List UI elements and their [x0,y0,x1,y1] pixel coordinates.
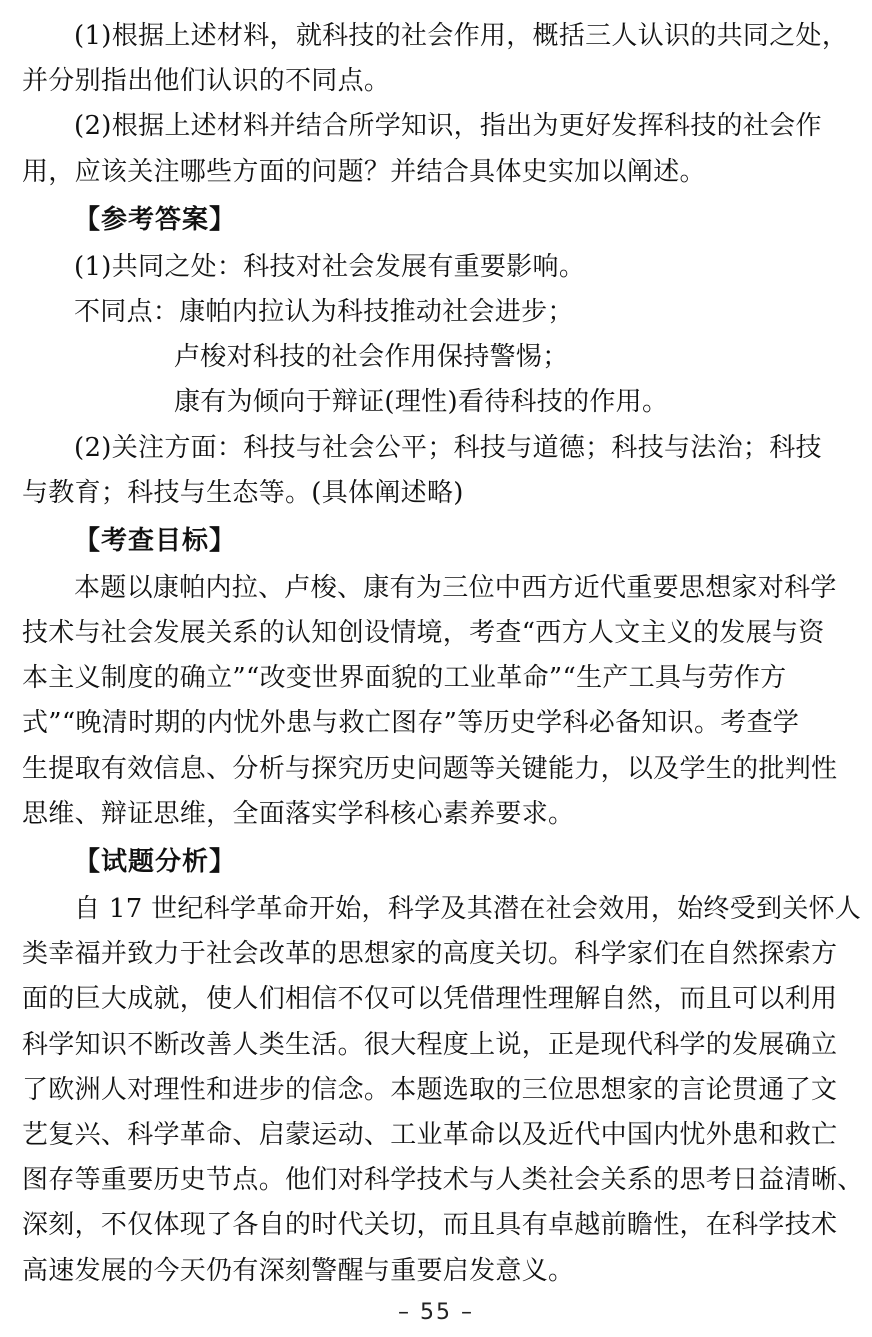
analysis-line: 面的巨大成就，使人们相信不仅可以凭借理性理解自然，而且可以利用 [22,984,838,1015]
answer-line-5: (2)关注方面：科技与社会公平；科技与道德；科技与法治；科技 [74,432,822,463]
objective-line: 式”“晚清时期的内忧外患与救亡图存”等历史学科必备知识。考查学 [22,708,800,739]
document-page [22,14,864,1294]
analysis-line: 高速发展的今天仍有深刻警醒与重要启发意义。 [22,1255,575,1286]
analysis-line: 深刻，不仅体现了各自的时代关切，而且具有卓越前瞻性，在科学技术 [22,1210,838,1241]
page-number: – 55 – [398,1300,474,1325]
objective-line: 本主义制度的确立”“改变世界面貌的工业革命”“生产工具与劳作方 [22,663,787,694]
analysis-line: 了欧洲人对理性和进步的信念。本题选取的三位思想家的言论贯通了文 [22,1074,838,1105]
analysis-line: 科学知识不断改善人类生活。很大程度上说，正是现代科学的发展确立 [22,1029,838,1060]
analysis-line: 图存等重要历史节点。他们对科学技术与人类社会关系的思考日益清晰、 [22,1165,864,1196]
answer-line-2: 不同点：康帕内拉认为科技推动社会进步； [74,296,574,327]
answer-line-3: 卢梭对科技的社会作用保持警惕； [174,342,569,373]
objective-line: 思维、辩证思维，全面落实学科核心素养要求。 [22,798,575,829]
question-1-line-2: 并分别指出他们认识的不同点。 [22,66,391,97]
answer-line-4: 康有为倾向于辩证(理性)看待科技的作用。 [174,387,669,418]
objective-line: 技术与社会发展关系的认知创设情境，考查“西方人文主义的发展与资 [22,618,825,649]
question-2-line-2: 用，应该关注哪些方面的问题？并结合具体史实加以阐述。 [22,156,706,187]
answer-line-6: 与教育；科技与生态等。(具体阐述略) [22,477,464,508]
answer-heading: 【参考答案】 [74,204,237,235]
analysis-line: 类幸福并致力于社会改革的思想家的高度关切。科学家们在自然探索方 [22,939,838,970]
analysis-heading: 【试题分析】 [74,847,237,877]
analysis-line: 自 17 世纪科学革命开始，科学及其潜在社会效用，始终受到关怀人 [74,894,862,924]
objective-heading: 【考查目标】 [74,525,237,556]
answer-line-1: (1)共同之处：科技对社会发展有重要影响。 [74,251,586,282]
analysis-line: 艺复兴、科学革命、启蒙运动、工业革命以及近代中国内忧外患和救亡 [22,1119,838,1150]
question-2-line-1: (2)根据上述材料并结合所学知识，指出为更好发挥科技的社会作 [74,111,822,142]
objective-line: 本题以康帕内拉、卢梭、康有为三位中西方近代重要思想家对科学 [74,572,837,603]
question-1-line-1: (1)根据上述材料，就科技的社会作用，概括三人认识的共同之处， [74,21,849,51]
objective-line: 生提取有效信息、分析与探究历史问题等关键能力，以及学生的批判性 [22,753,838,784]
